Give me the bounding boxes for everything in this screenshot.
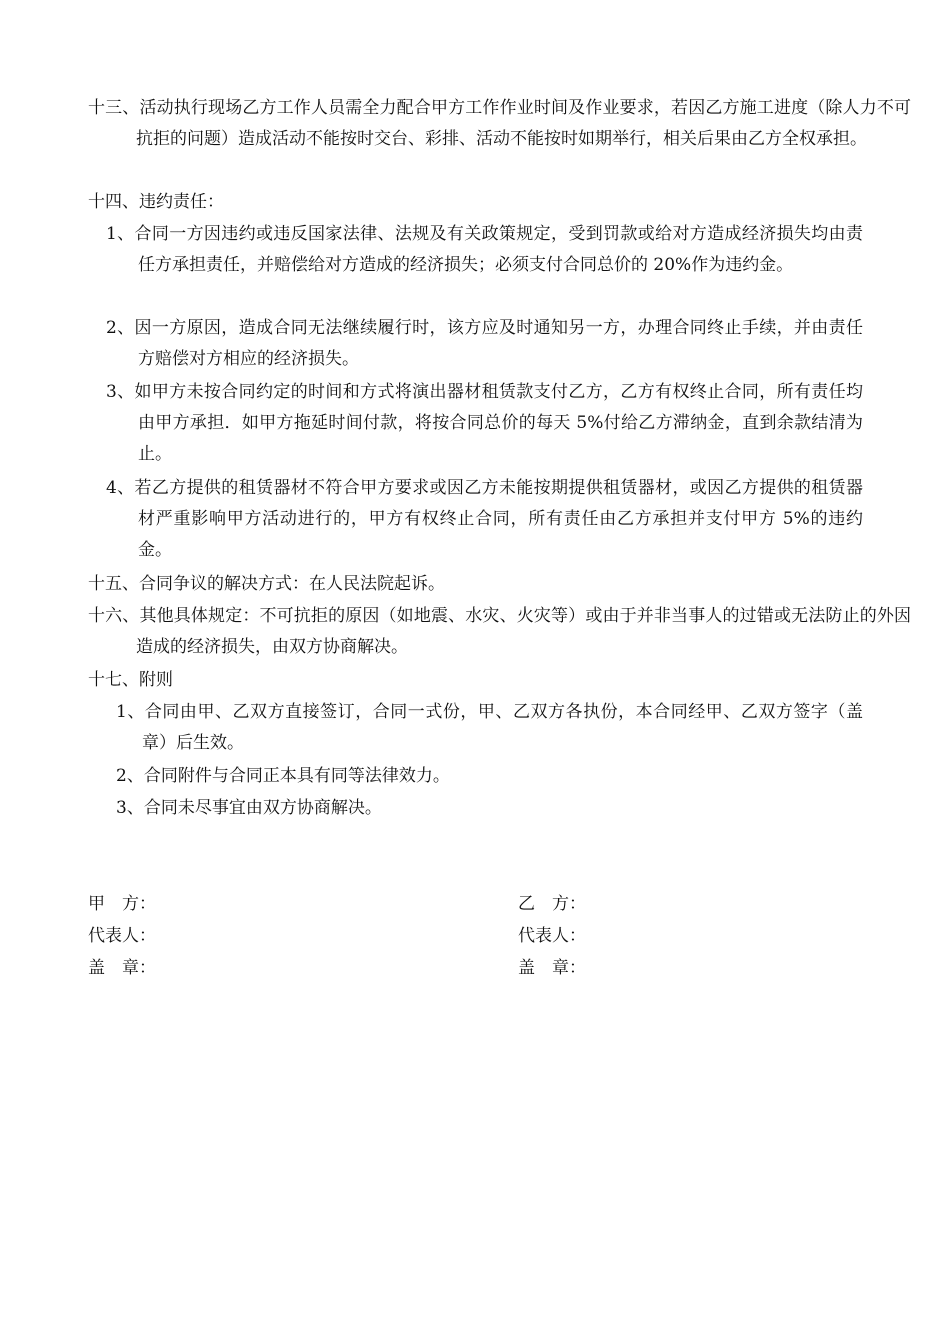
clause-17-item-2: 2、合同附件与合同正本具有同等法律效力。	[116, 766, 450, 786]
clause-17-item-1: 1、合同由甲、乙双方直接签订，合同一式份，甲、乙双方各执份，本合同经甲、乙双方签字（盖章）后生效。	[116, 702, 863, 753]
clause-14-item-3: 3、如甲方未按合同约定的时间和方式将演出器材租赁款支付乙方，乙方有权终止合同，所有责任均由甲方承担．如甲方拖延时间付款，将按合同总价的每天 5%付给乙方滞纳金，直到余款结清为止。	[106, 382, 863, 464]
clause-17-item-3: 3、合同未尽事宜由双方协商解决。	[116, 798, 382, 818]
clause-13: 十三、活动执行现场乙方工作人员需全力配合甲方工作作业时间及作业要求，若因乙方施工进度（除人力不可抗拒的问题）造成活动不能按时交台、彩排、活动不能按时如期举行，相关后果由乙方全权承担。	[88, 98, 911, 149]
clause-14-item-1: 1、合同一方因违约或违反国家法律、法规及有关政策规定，受到罚款或给对方造成经济损失均由责任方承担责任，并赔偿给对方造成的经济损失；必须支付合同总价的 20%作为违约金。	[106, 224, 863, 275]
party-a-representative-label: 代表人：	[88, 926, 156, 946]
party-b-label: 乙 方：	[518, 894, 586, 914]
clause-17-title: 十七、附则	[88, 670, 173, 690]
party-a-seal-label: 盖 章：	[88, 958, 156, 978]
party-b-representative-label: 代表人：	[518, 926, 586, 946]
party-b-seal-label: 盖 章：	[518, 958, 586, 978]
clause-16: 十六、其他具体规定：不可抗拒的原因（如地震、水灾、火灾等）或由于并非当事人的过错或无法防止的外因造成的经济损失，由双方协商解决。	[88, 606, 911, 657]
clause-14-item-4: 4、若乙方提供的租赁器材不符合甲方要求或因乙方未能按期提供租赁器材，或因乙方提供的租赁器材严重影响甲方活动进行的，甲方有权终止合同，所有责任由乙方承担并支付甲方 5%的违约金。	[106, 478, 863, 560]
clause-14-item-2: 2、因一方原因，造成合同无法继续履行时，该方应及时通知另一方，办理合同终止手续，并由责任方赔偿对方相应的经济损失。	[106, 318, 863, 369]
party-a-label: 甲 方：	[88, 894, 156, 914]
clause-15: 十五、合同争议的解决方式：在人民法院起诉。	[88, 574, 445, 594]
clause-14-title: 十四、违约责任：	[88, 192, 224, 212]
